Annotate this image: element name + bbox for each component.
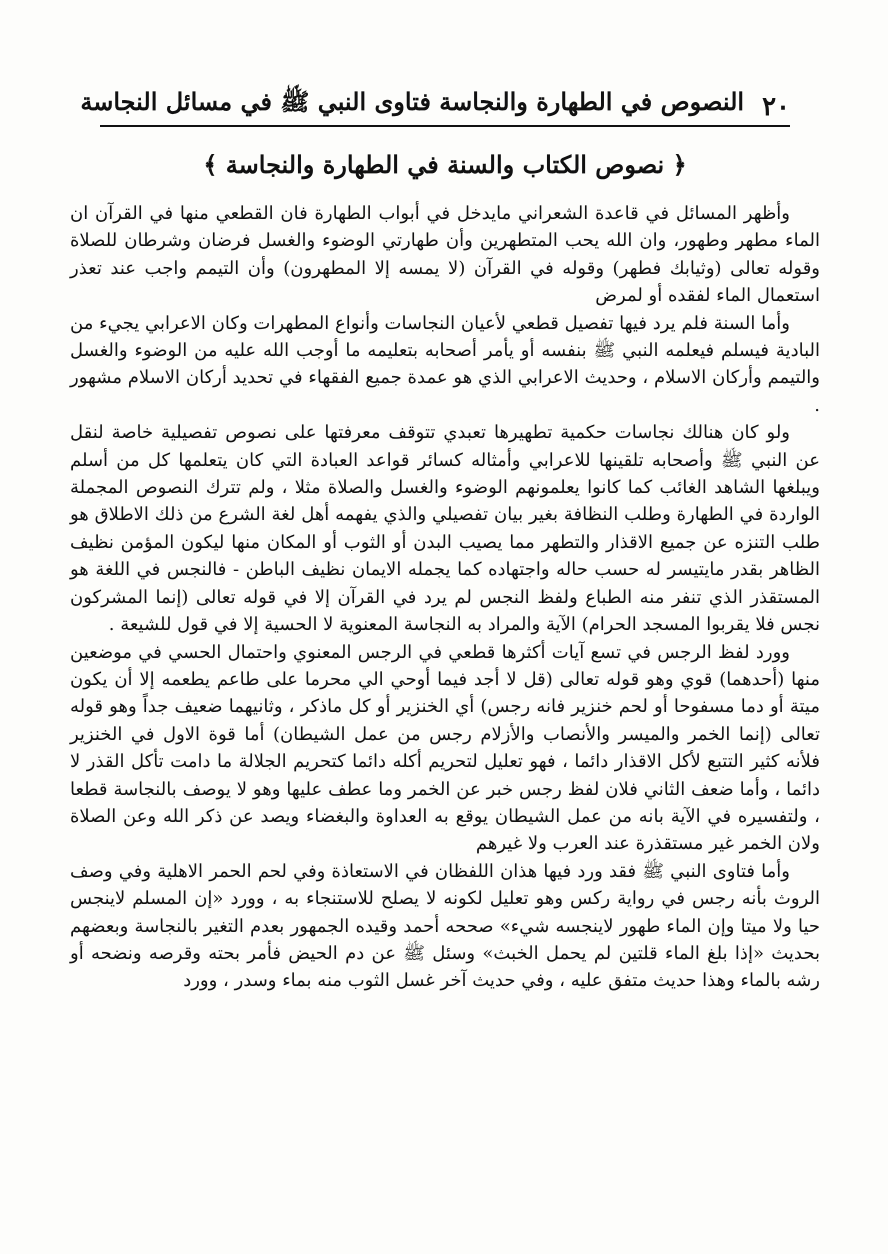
paragraph: وورد لفظ الرجس في تسع آيات أكثرها قطعي في الرجس المعنوي واحتمال الحسي في موضعين منها (أحدهما) قوي وهو قوله تعالى (قل لا أجد فيما أوحي الي محرما على طاعم يطعمه إلا أن يكون ميتة أو دما مسفوحا أو لحم خنزير فانه رجس) أي الخنزير أو كل ماذكر ، وثانيهما ضعيف جداً وهو قوله تعالى (إنما الخمر والميسر والأنصاب والأزلام رجس من عمل الشيطان) أما قوة الاول في الخنزير فلأنه كثير التتبع لأكل الاقذار دائما ، فهو تعليل لتحريم أكله دائما كتحريم الجلالة ما دامت تأكل القذر لا دائما ، وأما ضعف الثاني فلان لفظ رجس خبر عن الخمر وما عطف عليها وهو لا يوصف بالنجاسة قطعا ، ولتفسيره في الآية بانه من عمل الشيطان يوقع به العداوة والبغضاء ويصد عن ذكر الله وعن الصلاة ولان الخمر غير مستقذرة عند العرب ولا غيرهم <box>70 641 820 855</box>
paragraph: وأما فتاوى النبي ﷺ فقد ورد فيها هذان اللفظان في الاستعاذة وفي لحم الحمر الاهلية وفي وصف الروث بأنه رجس في رواية ركس وهو تعليل لكونه لا يصلح للاستنجاء به ، وورد «إن المسلم لاينجس حيا ولا ميتا وإن الماء طهور لاينجسه شيء» صححه أحمد وقيده الجمهور بعدم التغير بالنجاسة وبعضهم بحديث «إذا بلغ الماء قلتين لم يحمل الخبث» وسئل ﷺ عن دم الحيض فأمر بحته وقرصه ونضحه أو رشه بالماء وهذا حديث متفق عليه ، وفي حديث آخر غسل الثوب منه بماء وسدر ، وورد <box>70 860 820 992</box>
paragraph: وأما السنة فلم يرد فيها تفصيل قطعي لأعيان النجاسات وأنواع المطهرات وكان الاعرابي يجيء من البادية فيسلم فيعلمه النبي ﷺ بنفسه أو يأمر أصحابه بتعليمه ما أوجب الله عليه من الوضوء والغسل والتيمم وأركان الاسلام ، وحديث الاعرابي الذي هو عمدة جميع الفقهاء في تحديد أركان الاسلام مشهور . <box>70 312 820 416</box>
header-rule <box>100 125 790 127</box>
body-text <box>70 200 820 995</box>
paragraph: ولو كان هنالك نجاسات حكمية تطهيرها تعبدي تتوقف معرفتها على نصوص تفصيلية خاصة لنقل عن النبي ﷺ وأصحابه تلقينها للاعرابي وأمثاله كسائر قواعد العبادة التي كان يتعلمها كل من أسلم ويبلغها الشاهد الغائب كما كانوا يعلمونهم الوضوء والغسل والصلاة مثلا ، ولم تترك النصوص المجملة الواردة في الطهارة وطلب النظافة بغير بيان تفصيلي والذي يفهمه أهل لغة الشرع من ذلك الاطلاق هو طلب التنزه عن جميع الاقذار والتطهر مما يصيب البدن أو الثوب أو المكان منها ليكون المؤمن نظيف الظاهر بقدر مايتيسر له حسب حاله واجتهاده كما يجمله الايمان نظيف الباطن - فالنجس في اللغة هو المستقذر الذي تنفر منه الطباع ولفظ النجس لم يرد في القرآن إلا في قوله تعالى (إنما المشركون نجس فلا يقربوا المسجد الحرام) الآية والمراد به النجاسة المعنوية لا الحسية إلا في قول للشيعة . <box>70 422 820 636</box>
running-title: النصوص في الطهارة والنجاسة فتاوى النبي ﷺ في مسائل النجاسة <box>80 87 745 116</box>
page-number: ٢٠ <box>762 92 790 122</box>
page-header <box>80 82 790 122</box>
paragraph: وأظهر المسائل في قاعدة الشعراني مايدخل في أبواب الطهارة فان القطعي منها في القرآن ان الماء مطهر وطهور، وان الله يحب المتطهرين وأن طهارتي الوضوء والغسل فرضان وشرطان للصلاة وقوله تعالى (وثيابك فطهر) وقوله في القرآن (لا يمسه إلا المطهرون) وأن التيمم واجب عند تعذر استعمال الماء لفقده أو لمرض <box>70 203 820 307</box>
section-title: ﴿ نصوص الكتاب والسنة في الطهارة والنجاسة ﴾ <box>203 150 687 179</box>
